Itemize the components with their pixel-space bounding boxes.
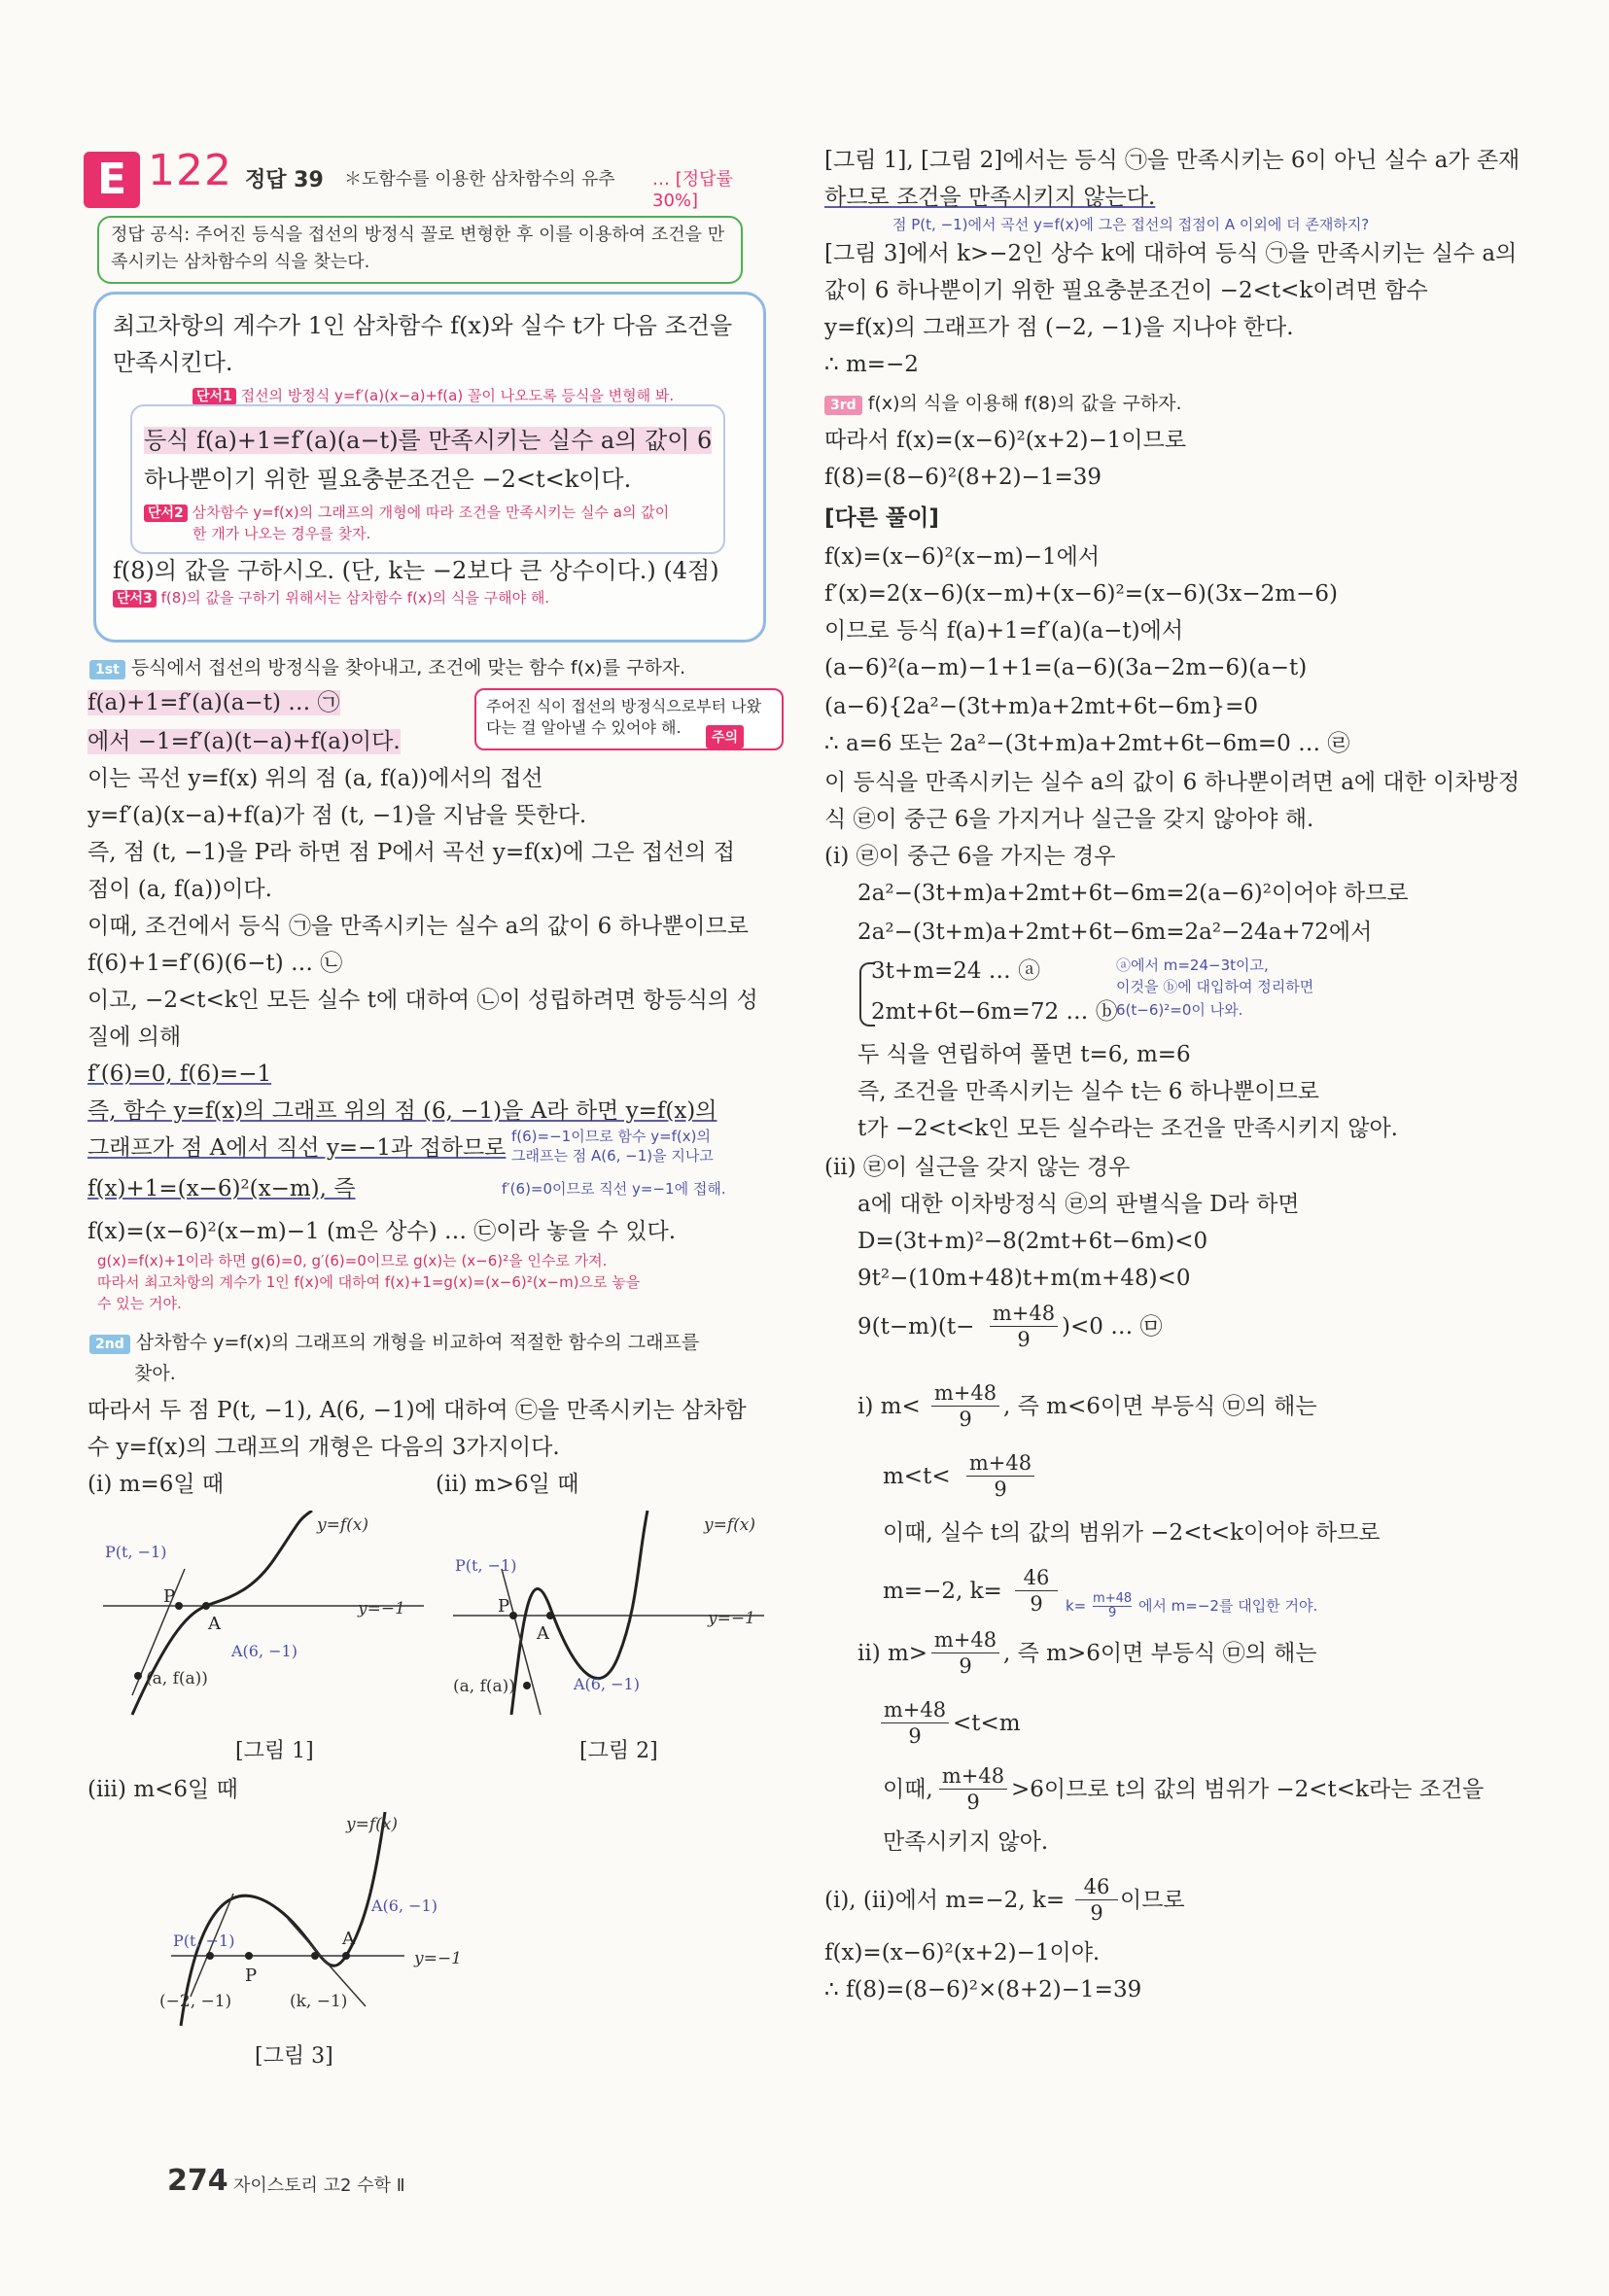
label-y-minus-1: y=−1 bbox=[708, 1609, 755, 1628]
step2-text: 삼차함수 y=f(x)의 그래프의 개형을 비교하여 적절한 함수의 그래프를 bbox=[135, 1332, 700, 1353]
frac-r33-den: 9 bbox=[1030, 1592, 1043, 1616]
step2-tag: 2nd bbox=[89, 1335, 130, 1354]
step3-text: f(x)의 식을 이용해 f(8)의 값을 구하자. bbox=[867, 393, 1182, 414]
frac-r34 bbox=[931, 1627, 999, 1679]
left-l15: f(x)=(x−6)²(x−m)−1 (m은 상수) … ㉢이라 놓을 수 있다. bbox=[87, 1219, 677, 1244]
right-r1: [그림 1], [그림 2]에서는 등식 ㉠을 만족시키는 6이 아닌 실수 a가 존재 bbox=[824, 148, 1521, 173]
problem-badge: E bbox=[84, 152, 140, 208]
problem-number: 122 bbox=[148, 146, 232, 195]
frac-r36-den: 9 bbox=[966, 1791, 980, 1814]
right-r6: ∴ m=−2 bbox=[824, 352, 919, 377]
label-yfx: y=f(x) bbox=[317, 1515, 368, 1535]
left-l3: 이는 곡선 y=f(x) 위의 점 (a, f(a))에서의 접선 bbox=[87, 766, 543, 791]
frac-r36 bbox=[939, 1763, 1007, 1815]
left-l4: y=f′(a)(x−a)+f(a)가 점 (t, −1)을 지남을 뜻한다. bbox=[87, 803, 587, 828]
right-r20: 3t+m=24 … ⓐ bbox=[871, 958, 1041, 984]
left-l2-text: 에서 −1=f′(a)(t−a)+f(a)이다. bbox=[87, 729, 401, 754]
frac-r31 bbox=[966, 1450, 1034, 1502]
right-r38a: (i), (ii)에서 m=−2, k= bbox=[824, 1888, 1066, 1913]
right-r2 bbox=[824, 183, 1155, 212]
frac-r38-num: 46 bbox=[1075, 1874, 1118, 1900]
left-l5: 즉, 점 (t, −1)을 P라 하면 점 P에서 곡선 y=f(x)에 그은 접선의 접 bbox=[87, 840, 736, 865]
right-r29 bbox=[857, 1312, 974, 1341]
right-r18: 2a²−(3t+m)a+2mt+6t−6m=2(a−6)²이어야 하므로 bbox=[857, 881, 1409, 906]
right-r10: f′(x)=2(x−6)(x−m)+(x−6)²=(x−6)(3x−2m−6) bbox=[824, 581, 1338, 607]
step2 bbox=[89, 1328, 699, 1357]
frac-r38-den: 9 bbox=[1090, 1901, 1103, 1925]
hint2 bbox=[144, 504, 669, 522]
right-r30a: i) m< bbox=[857, 1394, 921, 1419]
right-r13: (a−6){2a²−(3t+m)a+2mt+6t−6m}=0 bbox=[824, 694, 1259, 719]
right-r34b: , 즉 m>6이면 부등식 ㉤의 해는 bbox=[1003, 1641, 1317, 1666]
right-r7: 따라서 f(x)=(x−6)²(x+2)−1이므로 bbox=[824, 428, 1187, 453]
frac-r30 bbox=[931, 1380, 999, 1432]
problem-line2: 만족시킨다. bbox=[113, 349, 233, 376]
topic-label: ＊도함수를 이용한 삼차함수의 유추 bbox=[344, 169, 615, 190]
point-P bbox=[509, 1612, 517, 1619]
note15b: 따라서 최고차항의 계수가 1인 f(x)에 대하여 f(x)+1=g(x)=(x−6)²(x−m)으로 놓을 bbox=[97, 1273, 641, 1291]
case3-label: (iii) m<6일 때 bbox=[87, 1777, 238, 1802]
note15a: g(x)=f(x)+1이라 하면 g(6)=0, g′(6)=0이므로 g(x)는 (x−6)²을 인수로 가져. bbox=[97, 1252, 608, 1270]
step1-tag: 1st bbox=[89, 660, 125, 679]
note13c: f′(6)=0이므로 직선 y=−1에 접해. bbox=[502, 1180, 726, 1198]
point-A bbox=[342, 1952, 350, 1960]
note15c: 수 있는 거야. bbox=[97, 1295, 182, 1312]
left-l1-text: f(a)+1=f′(a)(a−t) … ㉠ bbox=[87, 690, 340, 715]
warning-tag: 주의 bbox=[706, 725, 744, 748]
condition-line2: 하나뿐이기 위한 필요충분조건은 −2<t<k이다. bbox=[144, 466, 632, 493]
r29-left: 9(t−m)(t− bbox=[857, 1314, 975, 1339]
case2-label: (ii) m>6일 때 bbox=[436, 1472, 579, 1497]
right-r12: (a−6)²(a−m)−1+1=(a−6)(3a−2m−6)(a−t) bbox=[824, 655, 1308, 680]
label-Pt: P(t, −1) bbox=[455, 1556, 517, 1575]
label-afa: (a, f(a)) bbox=[453, 1677, 515, 1696]
right-r37: 만족시키지 않아. bbox=[883, 1829, 1049, 1855]
point-P bbox=[175, 1602, 183, 1610]
label-P: P bbox=[245, 1966, 258, 1986]
right-note20c: 6(t−6)²=0이 나와. bbox=[1116, 1001, 1243, 1019]
hint1-text: 접선의 방정식 y=f′(a)(x−a)+f(a) 꼴이 나오도록 등식을 변형해 봐. bbox=[240, 387, 675, 404]
left-l11-text: f′(6)=0, f(6)=−1 bbox=[87, 1061, 272, 1087]
right-r21: 2mt+6t−6m=72 … ⓑ bbox=[871, 999, 1118, 1025]
frac-r29-num: m+48 bbox=[990, 1301, 1058, 1327]
case1-label: (i) m=6일 때 bbox=[87, 1472, 225, 1497]
graph-figure-3 bbox=[122, 1812, 531, 2035]
left-l12-text: 즉, 함수 y=f(x)의 그래프 위의 점 (6, −1)을 A라 하면 y=f(x)의 bbox=[87, 1098, 717, 1124]
label-minus-2: (−2, −1) bbox=[159, 1992, 232, 2011]
problem-question: f(8)의 값을 구하시오. (단, k는 −2보다 큰 상수이다.) (4점) bbox=[113, 557, 719, 584]
right-r19: 2a²−(3t+m)a+2mt+6t−6m=2a²−24a+72에서 bbox=[857, 920, 1373, 945]
right-note33 bbox=[1066, 1592, 1317, 1620]
point-afa bbox=[134, 1672, 142, 1680]
fig1-caption: [그림 1] bbox=[235, 1739, 314, 1763]
left-l7: 이때, 조건에서 등식 ㉠을 만족시키는 실수 a의 값이 6 하나뿐이므로 bbox=[87, 914, 749, 939]
left-l16: 따라서 두 점 P(t, −1), A(6, −1)에 대하여 ㉢을 만족시키는 삼차함 bbox=[87, 1398, 747, 1423]
label-y-minus-1: y=−1 bbox=[414, 1949, 462, 1968]
point-afa bbox=[523, 1682, 531, 1689]
hint2-text: 삼차함수 y=f(x)의 그래프의 개형에 따라 조건을 만족시키는 실수 a의 값이 bbox=[192, 504, 670, 521]
right-r32: 이때, 실수 t의 값의 범위가 −2<t<k이어야 하므로 bbox=[883, 1520, 1381, 1546]
hint2-tag: 단서2 bbox=[144, 504, 188, 522]
label-A: A bbox=[208, 1614, 221, 1634]
point-A bbox=[546, 1612, 554, 1619]
frac-r31-num: m+48 bbox=[966, 1450, 1034, 1477]
right-r16: 식 ㉣이 중근 6을 가지거나 실근을 갖지 않아야 해. bbox=[824, 807, 1314, 832]
frac-r34-num: m+48 bbox=[931, 1627, 999, 1653]
step3 bbox=[824, 389, 1182, 418]
fig2-caption: [그림 2] bbox=[579, 1739, 658, 1763]
label-A6: A(6, −1) bbox=[231, 1642, 297, 1660]
hint3-text: f(8)의 값을 구하기 위해서는 삼차함수 f(x)의 식을 구해야 해. bbox=[160, 589, 550, 607]
left-l12 bbox=[87, 1096, 717, 1126]
right-r4: 값이 6 하나뿐이기 위한 필요충분조건이 −2<t<k이려면 함수 bbox=[824, 278, 1428, 303]
frac-r35 bbox=[881, 1697, 949, 1749]
label-afa: (a, f(a)) bbox=[146, 1669, 208, 1688]
left-l17: 수 y=f(x)의 그래프의 개형은 다음의 3가지이다. bbox=[87, 1435, 560, 1460]
point-A bbox=[202, 1602, 210, 1610]
left-l14-text: f(x)+1=(x−6)²(x−m), 즉 bbox=[87, 1176, 356, 1201]
frac-r36-num: m+48 bbox=[939, 1763, 1007, 1790]
right-r27: D=(3t+m)²−8(2mt+6t−6m)<0 bbox=[857, 1229, 1208, 1254]
condition-text1: 등식 f(a)+1=f′(a)(a−t)를 만족시키는 실수 a의 값이 6 bbox=[144, 427, 713, 454]
hint2-text2: 한 개가 나오는 경우를 찾자. bbox=[192, 525, 371, 542]
label-A: A bbox=[342, 1929, 355, 1949]
frac-r35-num: m+48 bbox=[881, 1697, 949, 1723]
right-r26: a에 대한 이차방정식 ㉣의 판별식을 D라 하면 bbox=[857, 1192, 1300, 1217]
label-Pt: P(t, −1) bbox=[105, 1543, 167, 1561]
formula-tip: 정답 공식: 주어진 등식을 접선의 방정식 꼴로 변형한 후 이를 이용하여 조건을 만족시키는 삼차함수의 식을 찾는다. bbox=[111, 225, 725, 272]
label-P: P bbox=[163, 1586, 176, 1607]
frac-r29 bbox=[990, 1301, 1058, 1352]
right-r5: y=f(x)의 그래프가 점 (−2, −1)을 지나야 한다. bbox=[824, 315, 1294, 340]
step1 bbox=[89, 653, 685, 682]
left-l13 bbox=[87, 1133, 506, 1163]
frac-r31-den: 9 bbox=[994, 1478, 1007, 1501]
label-yfx: y=f(x) bbox=[346, 1815, 398, 1834]
problem-line1: 최고차항의 계수가 1인 삼차함수 f(x)와 실수 t가 다음 조건을 bbox=[113, 312, 733, 339]
note13a: f(6)=−1이므로 함수 y=f(x)의 bbox=[511, 1128, 711, 1145]
right-r22: 두 식을 연립하여 풀면 t=6, m=6 bbox=[857, 1042, 1191, 1067]
frac-r34-den: 9 bbox=[959, 1654, 972, 1678]
left-l11 bbox=[87, 1060, 271, 1089]
right-r9: f(x)=(x−6)²(x−m)−1에서 bbox=[824, 544, 1101, 570]
callout-note: 주어진 식이 접선의 방정식으로부터 나왔다는 걸 알아낼 수 있어야 해. bbox=[474, 688, 784, 750]
frac-r33-num: 46 bbox=[1015, 1565, 1058, 1591]
left-l8: f(6)+1=f′(6)(6−t) … ㉡ bbox=[87, 951, 343, 976]
left-l10: 질에 의해 bbox=[87, 1025, 182, 1050]
note33-frac bbox=[1093, 1592, 1132, 1620]
frac-r35-den: 9 bbox=[908, 1724, 922, 1748]
label-yfx: y=f(x) bbox=[704, 1515, 755, 1535]
page-number: 274 bbox=[167, 2164, 228, 2198]
graph-figure-2 bbox=[453, 1511, 784, 1744]
right-r36b: >6이므로 t의 값의 범위가 −2<t<k라는 조건을 bbox=[1011, 1777, 1485, 1802]
left-l2 bbox=[87, 727, 401, 756]
right-r2-text: 하므로 조건을 만족시키지 않는다. bbox=[824, 185, 1156, 210]
right-r15: 이 등식을 만족시키는 실수 a의 값이 6 하나뿐이려면 a에 대한 이차방정 bbox=[824, 770, 1521, 795]
right-r17: (i) ㉣이 중근 6을 가지는 경우 bbox=[824, 844, 1116, 869]
answer-label: 정답 39 bbox=[245, 168, 324, 192]
frac-r29-den: 9 bbox=[1017, 1328, 1031, 1351]
hint1-tag: 단서1 bbox=[192, 388, 236, 405]
note33-frac-den: 9 bbox=[1107, 1606, 1117, 1620]
right-r3: [그림 3]에서 k>−2인 상수 k에 대하여 등식 ㉠을 만족시키는 실수 a의 bbox=[824, 241, 1518, 266]
frac-r30-den: 9 bbox=[959, 1408, 972, 1431]
right-r39: f(x)=(x−6)²(x+2)−1이야. bbox=[824, 1940, 1101, 1966]
graph-figure-1 bbox=[103, 1511, 434, 1744]
step1-text: 등식에서 접선의 방정식을 찾아내고, 조건에 맞는 함수 f(x)를 구하자. bbox=[130, 657, 686, 678]
right-r38b: 이므로 bbox=[1120, 1888, 1185, 1913]
right-r14: ∴ a=6 또는 2a²−(3t+m)a+2mt+6t−6m=0 … ㉣ bbox=[824, 731, 1350, 756]
label-A: A bbox=[537, 1623, 549, 1644]
right-r31: m<t< bbox=[883, 1464, 951, 1489]
left-l13-text: 그래프가 점 A에서 직선 y=−1과 접하므로 bbox=[87, 1135, 507, 1161]
label-A6: A(6, −1) bbox=[574, 1675, 640, 1693]
right-r24: t가 −2<t<k인 모든 실수라는 조건을 만족시키지 않아. bbox=[857, 1116, 1398, 1141]
right-r23: 즉, 조건을 만족시키는 실수 t는 6 하나뿐이므로 bbox=[857, 1079, 1319, 1104]
step2-text2: 찾아. bbox=[134, 1363, 176, 1384]
hint3 bbox=[113, 589, 549, 608]
right-r36a: 이때, bbox=[883, 1777, 933, 1802]
point-k bbox=[311, 1952, 319, 1960]
label-y-minus-1: y=−1 bbox=[358, 1599, 405, 1618]
left-l9: 이고, −2<t<k인 모든 실수 t에 대하여 ㉡이 성립하려면 항등식의 성 bbox=[87, 988, 758, 1013]
fig3-caption: [그림 3] bbox=[255, 2044, 333, 2069]
right-note20b: 이것을 ⓑ에 대입하여 정리하면 bbox=[1116, 978, 1314, 995]
frac-r30-num: m+48 bbox=[931, 1380, 999, 1407]
right-r28: 9t²−(10m+48)t+m(m+48)<0 bbox=[857, 1266, 1191, 1291]
label-k: (k, −1) bbox=[290, 1992, 348, 2011]
alt-solution-heading: [다른 풀이] bbox=[824, 505, 939, 531]
point-minus-2 bbox=[206, 1952, 214, 1960]
condition-line1 bbox=[144, 426, 712, 455]
left-l14 bbox=[87, 1174, 356, 1203]
right-r25: (ii) ㉣이 실근을 갖지 않는 경우 bbox=[824, 1155, 1131, 1180]
right-r33: m=−2, k= bbox=[883, 1579, 1002, 1604]
right-r35: <t<m bbox=[953, 1711, 1021, 1736]
note13b: 그래프는 점 A(6, −1)을 지나고 bbox=[511, 1147, 714, 1165]
label-P: P bbox=[498, 1596, 510, 1617]
point-P bbox=[245, 1952, 253, 1960]
note33-k: k= bbox=[1066, 1597, 1087, 1615]
hint1 bbox=[192, 387, 674, 405]
left-l6: 점이 (a, f(a))이다. bbox=[87, 877, 272, 902]
right-r8: f(8)=(8−6)²(8+2)−1=39 bbox=[824, 465, 1102, 490]
right-r11: 이므로 등식 f(a)+1=f′(a)(a−t)에서 bbox=[824, 618, 1184, 644]
note33-text: 에서 m=−2를 대입한 거야. bbox=[1137, 1597, 1318, 1615]
left-l1 bbox=[87, 688, 340, 717]
right-note20a: ⓐ에서 m=24−3t이고, bbox=[1116, 957, 1269, 974]
book-title: 자이스토리 고2 수학 Ⅱ bbox=[233, 2175, 405, 2196]
right-r30b: , 즉 m<6이면 부등식 ㉤의 해는 bbox=[1003, 1394, 1317, 1419]
frac-r33 bbox=[1015, 1565, 1058, 1617]
label-A6: A(6, −1) bbox=[371, 1896, 437, 1915]
right-r40: ∴ f(8)=(8−6)²×(8+2)−1=39 bbox=[824, 1977, 1142, 2002]
right-r34a: ii) m> bbox=[857, 1641, 928, 1666]
correct-rate: … [정답률 30%] bbox=[652, 169, 733, 211]
hint3-tag: 단서3 bbox=[113, 590, 157, 608]
label-Pt: P(t, −1) bbox=[173, 1931, 235, 1950]
note33-frac-num: m+48 bbox=[1093, 1591, 1133, 1606]
right-r29b: )<0 … ㉤ bbox=[1062, 1314, 1163, 1339]
step3-tag: 3rd bbox=[824, 396, 862, 415]
right-note2: 점 P(t, −1)에서 곡선 y=f(x)에 그은 접선의 접점이 A 이외에 더 존재하지? bbox=[892, 216, 1370, 233]
frac-r38 bbox=[1075, 1874, 1118, 1926]
